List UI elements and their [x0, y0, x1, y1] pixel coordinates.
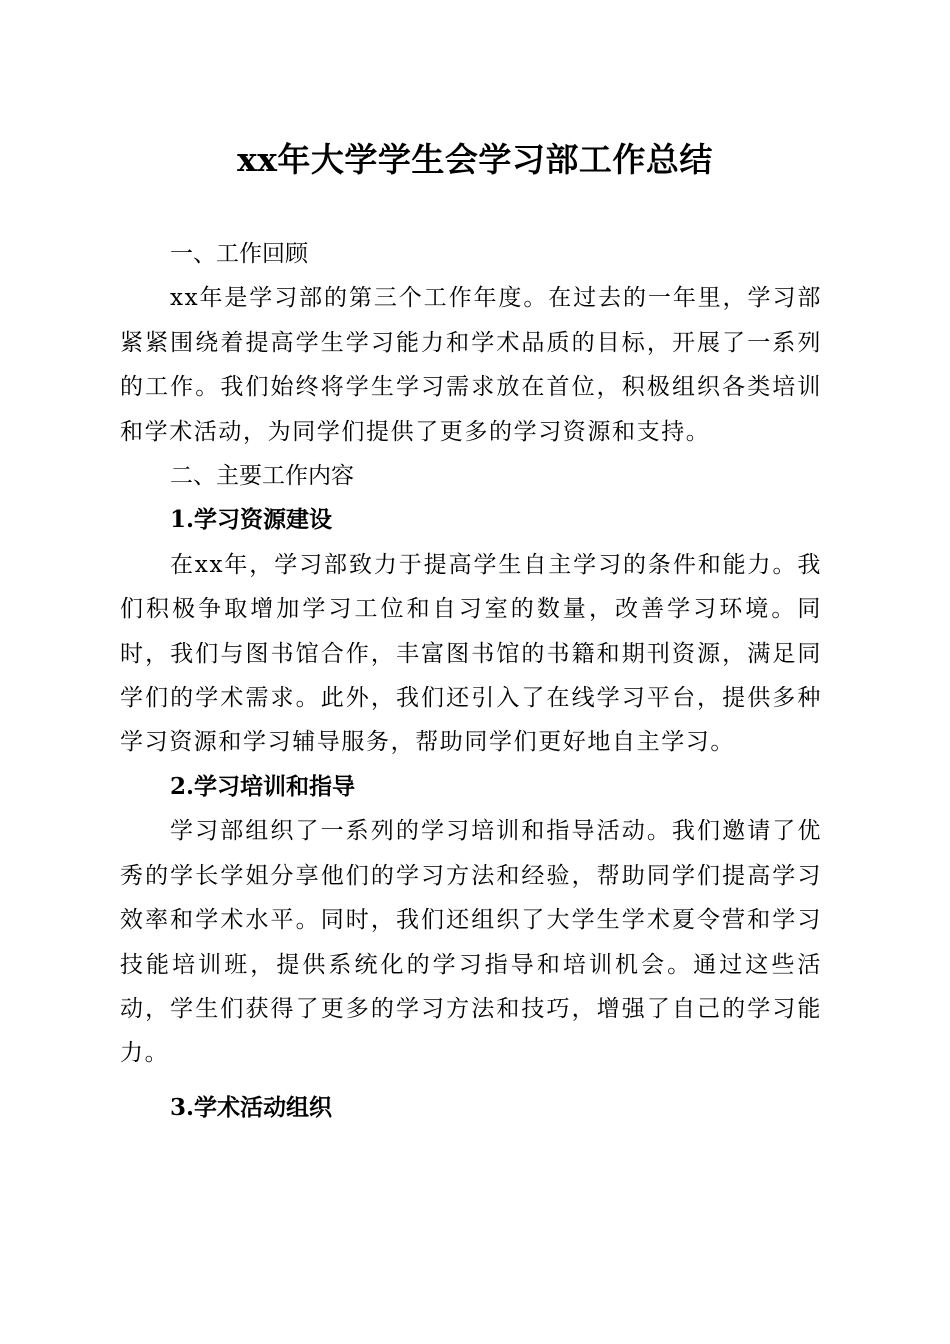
spacer [120, 1076, 822, 1086]
section-heading-main-work: 二、主要工作内容 [170, 463, 354, 490]
subheading-resources: 1.学习资源建设 [170, 506, 333, 534]
subheading-academic-activities: 3.学术活动组织 [170, 1093, 333, 1121]
section-heading-review: 一、工作回顾 [170, 241, 308, 267]
document-body [120, 232, 822, 1130]
subheading-training: 2.学习培训和指导 [170, 772, 356, 800]
document-title: xx年大学学生会学习部工作总结 [237, 140, 713, 179]
paragraph-training: 学习部组织了一系列的学习培训和指导活动。我们邀请了优秀的学长学姐分享他们的学习方法和经验，帮助同学们提高学习效率和学术水平。同时，我们还组织了大学生学术夏令营和学习技能培训班，提供系统化的学习指导和培训机会。通过这些活动，学生们获得了更多的学习方法和技巧，增强了自己的学习能力。 [120, 818, 822, 1067]
paragraph-review: xx年是学习部的第三个工作年度。在过去的一年里，学习部紧紧围绕着提高学生学习能力和学术品质的目标，开展了一系列的工作。我们始终将学生学习需求放在首位，积极组织各类培训和学术活动，为同学们提供了更多的学习资源和支持。 [120, 285, 822, 445]
paragraph-resources: 在xx年，学习部致力于提高学生自主学习的条件和能力。我们积极争取增加学习工位和自习室的数量，改善学习环境。同时，我们与图书馆合作，丰富图书馆的书籍和期刊资源，满足同学们的学术需求。此外，我们还引入了在线学习平台，提供多种学习资源和学习辅导服务，帮助同学们更好地自主学习。 [120, 551, 822, 756]
